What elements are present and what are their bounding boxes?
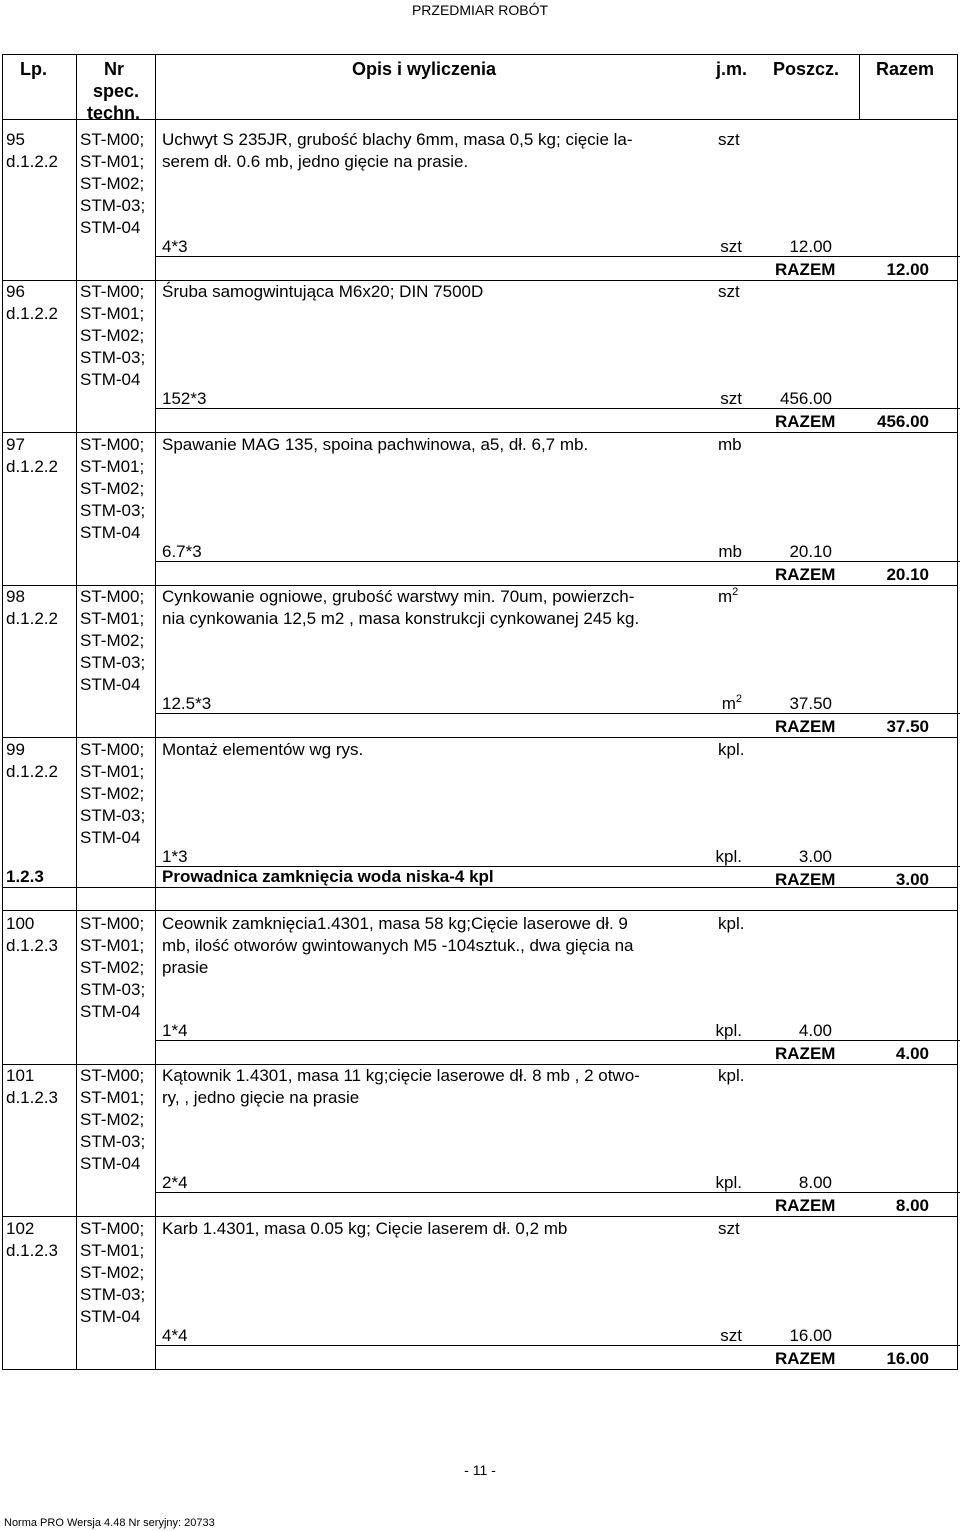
spec-code: STM-03; bbox=[80, 1132, 146, 1151]
spec-code: ST-M01; bbox=[80, 457, 145, 476]
unit-text: szt bbox=[720, 389, 742, 408]
page-title: PRZEDMIAR ROBÓT bbox=[411, 2, 549, 18]
footer: Norma PRO Wersja 4.48 Nr seryjny: 20733 bbox=[4, 1517, 215, 1529]
unit-text: kpl. bbox=[715, 847, 742, 866]
calculation-formula: 2*4 bbox=[162, 1173, 188, 1192]
calculation-value: 20.10 bbox=[789, 542, 832, 561]
item-reference: d.1.2.3 bbox=[6, 936, 58, 955]
column-header-spec: techn. bbox=[87, 103, 141, 123]
calculation-value: 4.00 bbox=[798, 1021, 832, 1040]
unit-exponent: 2 bbox=[732, 586, 739, 598]
unit-text: szt bbox=[718, 130, 740, 149]
calculation-formula: 4*4 bbox=[162, 1326, 188, 1345]
unit-text: mb bbox=[718, 435, 742, 454]
column-divider bbox=[155, 54, 156, 1370]
column-header-spec: Nr bbox=[104, 59, 125, 79]
calculation-value: 12.00 bbox=[789, 237, 832, 256]
spec-code: STM-04 bbox=[80, 675, 141, 694]
spec-code: ST-M00; bbox=[80, 740, 145, 759]
section-code: 1.2.3 bbox=[6, 867, 44, 886]
calculation-formula: 1*4 bbox=[162, 1021, 188, 1040]
item-unit bbox=[718, 1064, 744, 1087]
calculation-unit bbox=[680, 540, 742, 563]
item-unit bbox=[718, 433, 742, 456]
calculation-value: 456.00 bbox=[780, 389, 832, 408]
spec-code: ST-M02; bbox=[80, 958, 145, 977]
calculation-value: 8.00 bbox=[798, 1173, 832, 1192]
calculation-formula: 1*3 bbox=[162, 847, 188, 866]
unit-text: kpl. bbox=[715, 1021, 742, 1040]
item-reference: d.1.2.2 bbox=[6, 609, 58, 628]
item-number: 98 bbox=[6, 587, 25, 606]
spec-code: STM-03; bbox=[80, 806, 146, 825]
item-reference: d.1.2.2 bbox=[6, 304, 58, 323]
razem-total: 4.00 bbox=[895, 1044, 929, 1063]
column-header-lp: Lp. bbox=[20, 59, 47, 79]
row-divider bbox=[155, 256, 960, 257]
calculation-formula: 152*3 bbox=[162, 389, 207, 408]
row-divider bbox=[155, 1040, 960, 1041]
calculation-formula: 6.7*3 bbox=[162, 542, 202, 561]
spec-code: STM-03; bbox=[80, 196, 146, 215]
spec-code: STM-04 bbox=[80, 218, 141, 237]
item-description: nia cynkowania 12,5 m2 , masa konstrukcji cynkowanej 245 kg. bbox=[162, 609, 640, 628]
calculation-formula: 4*3 bbox=[162, 237, 188, 256]
spec-code: STM-04 bbox=[80, 1002, 141, 1021]
item-description: serem dł. 0.6 mb, jedno gięcie na prasie. bbox=[162, 152, 469, 171]
calculation-unit bbox=[680, 1171, 742, 1194]
row-divider bbox=[155, 561, 960, 562]
item-description: mb, ilość otworów gwintowanych M5 -104sztuk., dwa gięcia na bbox=[162, 936, 634, 955]
spec-code: ST-M00; bbox=[80, 914, 145, 933]
unit-text: szt bbox=[718, 1219, 740, 1238]
page-number: - 11 - bbox=[464, 1462, 496, 1478]
razem-label: RAZEM bbox=[775, 260, 836, 279]
column-divider bbox=[859, 54, 860, 119]
row-divider bbox=[155, 408, 960, 409]
item-number: 102 bbox=[6, 1219, 35, 1238]
spec-code: ST-M02; bbox=[80, 326, 145, 345]
spec-code: STM-03; bbox=[80, 980, 146, 999]
item-description: Montaż elementów wg rys. bbox=[162, 740, 364, 759]
item-number: 95 bbox=[6, 130, 25, 149]
spec-code: ST-M02; bbox=[80, 784, 145, 803]
item-reference: d.1.2.2 bbox=[6, 762, 58, 781]
item-number: 100 bbox=[6, 914, 35, 933]
spec-code: ST-M02; bbox=[80, 1263, 145, 1282]
item-reference: d.1.2.2 bbox=[6, 152, 58, 171]
item-reference: d.1.2.2 bbox=[6, 457, 58, 476]
spec-code: STM-04 bbox=[80, 1307, 141, 1326]
spec-code: ST-M00; bbox=[80, 435, 145, 454]
item-number: 101 bbox=[6, 1066, 35, 1085]
razem-total: 20.10 bbox=[886, 565, 929, 584]
calculation-formula: 12.5*3 bbox=[162, 694, 212, 713]
spec-code: STM-04 bbox=[80, 1154, 141, 1173]
razem-label: RAZEM bbox=[775, 412, 836, 431]
spec-code: ST-M01; bbox=[80, 936, 145, 955]
unit-text: m bbox=[718, 587, 733, 606]
calculation-value: 16.00 bbox=[789, 1326, 832, 1345]
razem-total: 8.00 bbox=[895, 1196, 929, 1215]
item-description: Uchwyt S 235JR, grubość blachy 6mm, masa 0,5 kg; cięcie la- bbox=[162, 130, 633, 149]
row-divider bbox=[155, 1192, 960, 1193]
item-unit bbox=[718, 280, 740, 303]
column-header-total: Razem bbox=[876, 59, 935, 79]
calculation-unit bbox=[680, 1324, 742, 1347]
column-divider bbox=[76, 54, 77, 1370]
spec-code: ST-M02; bbox=[80, 174, 145, 193]
razem-label: RAZEM bbox=[775, 1196, 836, 1215]
unit-text: kpl. bbox=[715, 1173, 742, 1192]
row-divider bbox=[2, 910, 958, 911]
row-divider bbox=[2, 737, 958, 738]
spec-code: STM-04 bbox=[80, 370, 141, 389]
spec-code: STM-04 bbox=[80, 828, 141, 847]
spec-code: ST-M00; bbox=[80, 1219, 145, 1238]
razem-total: 16.00 bbox=[886, 1349, 929, 1368]
spec-code: STM-03; bbox=[80, 348, 146, 367]
razem-total: 37.50 bbox=[886, 717, 929, 736]
unit-text: mb bbox=[718, 542, 742, 561]
calculation-unit bbox=[680, 692, 742, 715]
spec-code: ST-M01; bbox=[80, 152, 145, 171]
spec-code: ST-M01; bbox=[80, 1241, 145, 1260]
item-reference: d.1.2.3 bbox=[6, 1241, 58, 1260]
item-description: prasie bbox=[162, 958, 209, 977]
unit-text: kpl. bbox=[718, 740, 745, 759]
header-divider bbox=[2, 119, 958, 120]
spec-code: STM-03; bbox=[80, 653, 146, 672]
calculation-unit bbox=[680, 845, 742, 868]
razem-label: RAZEM bbox=[775, 1044, 836, 1063]
calculation-unit bbox=[680, 235, 742, 258]
unit-text: szt bbox=[720, 237, 742, 256]
spec-code: STM-03; bbox=[80, 1285, 146, 1304]
calculation-value: 37.50 bbox=[789, 694, 832, 713]
spec-code: STM-04 bbox=[80, 523, 141, 542]
item-description: ry, , jedno gięcie na prasie bbox=[162, 1088, 360, 1107]
spec-code: ST-M01; bbox=[80, 762, 145, 781]
column-header-spec: spec. bbox=[93, 81, 140, 101]
unit-text: szt bbox=[720, 1326, 742, 1345]
razem-total: 12.00 bbox=[886, 260, 929, 279]
spec-code: ST-M00; bbox=[80, 130, 145, 149]
row-divider bbox=[155, 713, 960, 714]
unit-text: szt bbox=[718, 282, 740, 301]
item-number: 97 bbox=[6, 435, 25, 454]
item-unit bbox=[718, 128, 740, 151]
calculation-unit bbox=[680, 387, 742, 410]
item-description: Cynkowanie ogniowe, grubość warstwy min. 70um, powierzch- bbox=[162, 587, 635, 606]
spec-code: ST-M01; bbox=[80, 1088, 145, 1107]
item-reference: d.1.2.3 bbox=[6, 1088, 58, 1107]
column-header-unit: j.m. bbox=[716, 59, 748, 79]
razem-total: 456.00 bbox=[877, 412, 929, 431]
spec-code: ST-M01; bbox=[80, 304, 145, 323]
razem-label: RAZEM bbox=[775, 1349, 836, 1368]
calculation-value: 3.00 bbox=[798, 847, 832, 866]
item-description: Karb 1.4301, masa 0.05 kg; Cięcie laserem dł. 0,2 mb bbox=[162, 1219, 568, 1238]
spec-code: ST-M00; bbox=[80, 587, 145, 606]
unit-text: kpl. bbox=[718, 1066, 745, 1085]
item-unit bbox=[718, 912, 744, 935]
unit-text: kpl. bbox=[718, 914, 745, 933]
razem-label: RAZEM bbox=[775, 717, 836, 736]
item-description: Kątownik 1.4301, masa 11 kg;cięcie laserowe dł. 8 mb , 2 otwo- bbox=[162, 1066, 640, 1085]
item-unit bbox=[718, 585, 738, 608]
razem-total: 3.00 bbox=[895, 870, 929, 889]
item-unit bbox=[718, 738, 744, 761]
spec-code: ST-M01; bbox=[80, 609, 145, 628]
razem-label: RAZEM bbox=[775, 565, 836, 584]
razem-label: RAZEM bbox=[775, 870, 836, 889]
column-header-partial: Poszcz. bbox=[773, 59, 840, 79]
spec-code: STM-03; bbox=[80, 501, 146, 520]
row-divider bbox=[155, 1345, 960, 1346]
unit-exponent: 2 bbox=[735, 693, 742, 705]
spec-code: ST-M00; bbox=[80, 282, 145, 301]
spec-code: ST-M00; bbox=[80, 1066, 145, 1085]
spec-code: ST-M02; bbox=[80, 631, 145, 650]
section-title: Prowadnica zamknięcia woda niska-4 kpl bbox=[162, 867, 494, 886]
spec-code: ST-M02; bbox=[80, 1110, 145, 1129]
item-description: Śruba samogwintująca M6x20; DIN 7500D bbox=[162, 282, 484, 301]
item-description: Spawanie MAG 135, spoina pachwinowa, a5, dł. 6,7 mb. bbox=[162, 435, 589, 454]
item-unit bbox=[718, 1217, 740, 1240]
spec-code: ST-M02; bbox=[80, 479, 145, 498]
item-number: 99 bbox=[6, 740, 25, 759]
calculation-unit bbox=[680, 1019, 742, 1042]
column-header-desc: Opis i wyliczenia bbox=[352, 59, 497, 79]
item-description: Ceownik zamknięcia1.4301, masa 58 kg;Cięcie laserowe dł. 9 bbox=[162, 914, 628, 933]
item-number: 96 bbox=[6, 282, 25, 301]
unit-text: m bbox=[721, 694, 736, 713]
